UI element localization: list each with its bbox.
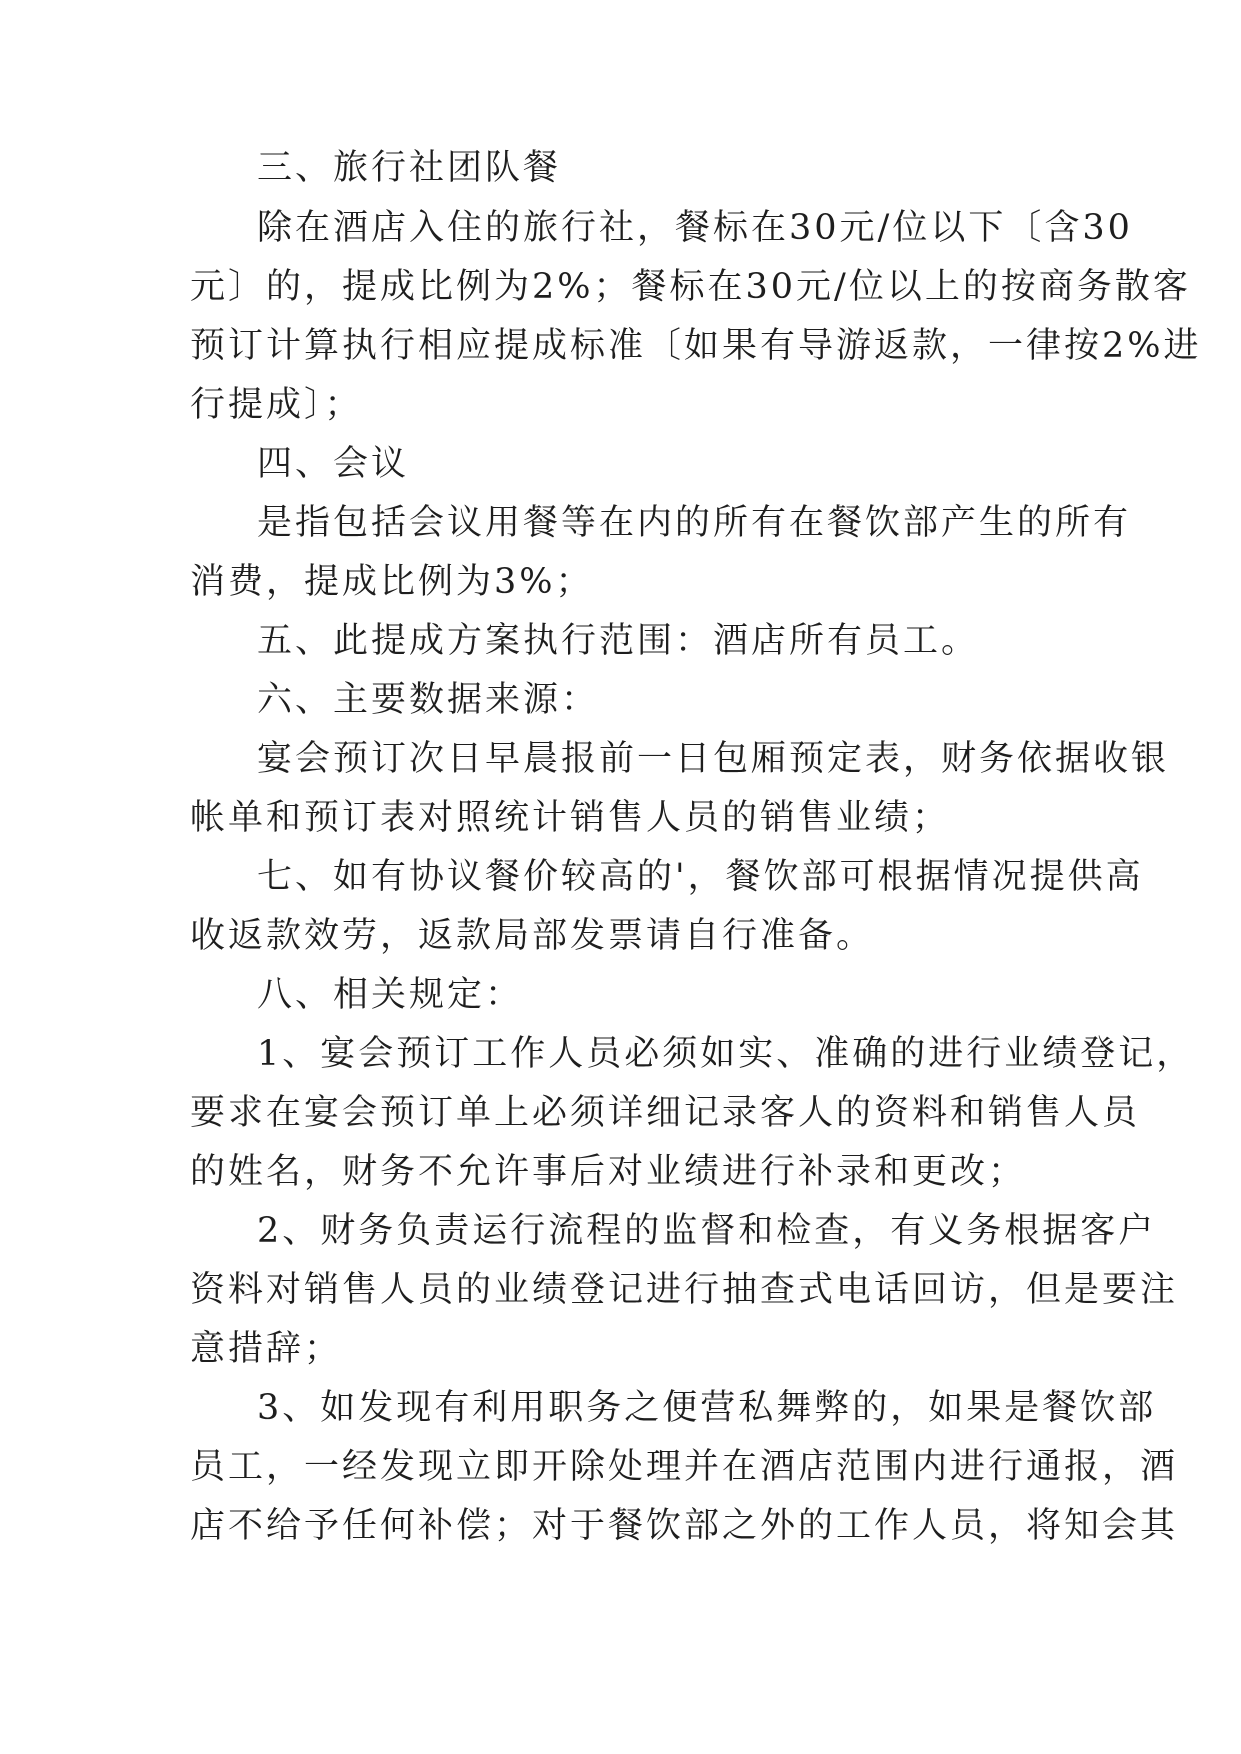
paragraph-line: 收返款效劳，返款局部发票请自行准备。 — [190, 916, 875, 956]
paragraph-line: 行提成〕； — [190, 385, 363, 425]
section-heading: 七、如有协议餐价较高的'，餐饮部可根据情况提供高 — [257, 857, 1144, 897]
paragraph-line: 是指包括会议用餐等在内的所有在餐饮部产生的所有 — [257, 503, 1132, 543]
section-heading: 六、主要数据来源： — [257, 680, 600, 720]
paragraph-line: 宴会预订次日早晨报前一日包厢预定表，财务依据收银 — [257, 739, 1170, 779]
list-item-line: 2、财务负责运行流程的监督和检查，有义务根据客户 — [257, 1211, 1157, 1251]
paragraph-line: 除在酒店入住的旅行社，餐标在30元/位以下〔含30 — [257, 208, 1133, 248]
section-heading: 五、此提成方案执行范围：酒店所有员工。 — [257, 621, 980, 661]
list-item-line: 店不给予任何补偿；对于餐饮部之外的工作人员，将知会其 — [190, 1506, 1179, 1546]
list-item-line: 员工，一经发现立即开除处理并在酒店范围内进行通报，酒 — [190, 1447, 1179, 1487]
section-heading: 三、旅行社团队餐 — [257, 148, 562, 188]
list-item-line: 要求在宴会预订单上必须详细记录客人的资料和销售人员 — [190, 1093, 1141, 1133]
paragraph-line: 消费，提成比例为3%； — [190, 562, 594, 602]
paragraph-line: 元〕的，提成比例为2%；餐标在30元/位以上的按商务散客 — [190, 267, 1191, 307]
paragraph-line: 帐单和预订表对照统计销售人员的销售业绩； — [190, 798, 951, 838]
list-item-line: 3、如发现有利用职务之便营私舞弊的，如果是餐饮部 — [257, 1388, 1157, 1428]
list-item-line: 意措辞； — [190, 1329, 343, 1369]
list-item-line: 资料对销售人员的业绩登记进行抽查式电话回访，但是要注 — [190, 1270, 1179, 1310]
section-heading: 四、会议 — [257, 444, 410, 484]
paragraph-line: 预订计算执行相应提成标准〔如果有导游返款，一律按2%进 — [190, 326, 1202, 366]
list-item-line: 的姓名，财务不允许事后对业绩进行补录和更改； — [190, 1152, 1027, 1192]
section-heading: 八、相关规定： — [257, 975, 524, 1015]
list-item-line: 1、宴会预订工作人员必须如实、准确的进行业绩登记， — [257, 1034, 1195, 1074]
